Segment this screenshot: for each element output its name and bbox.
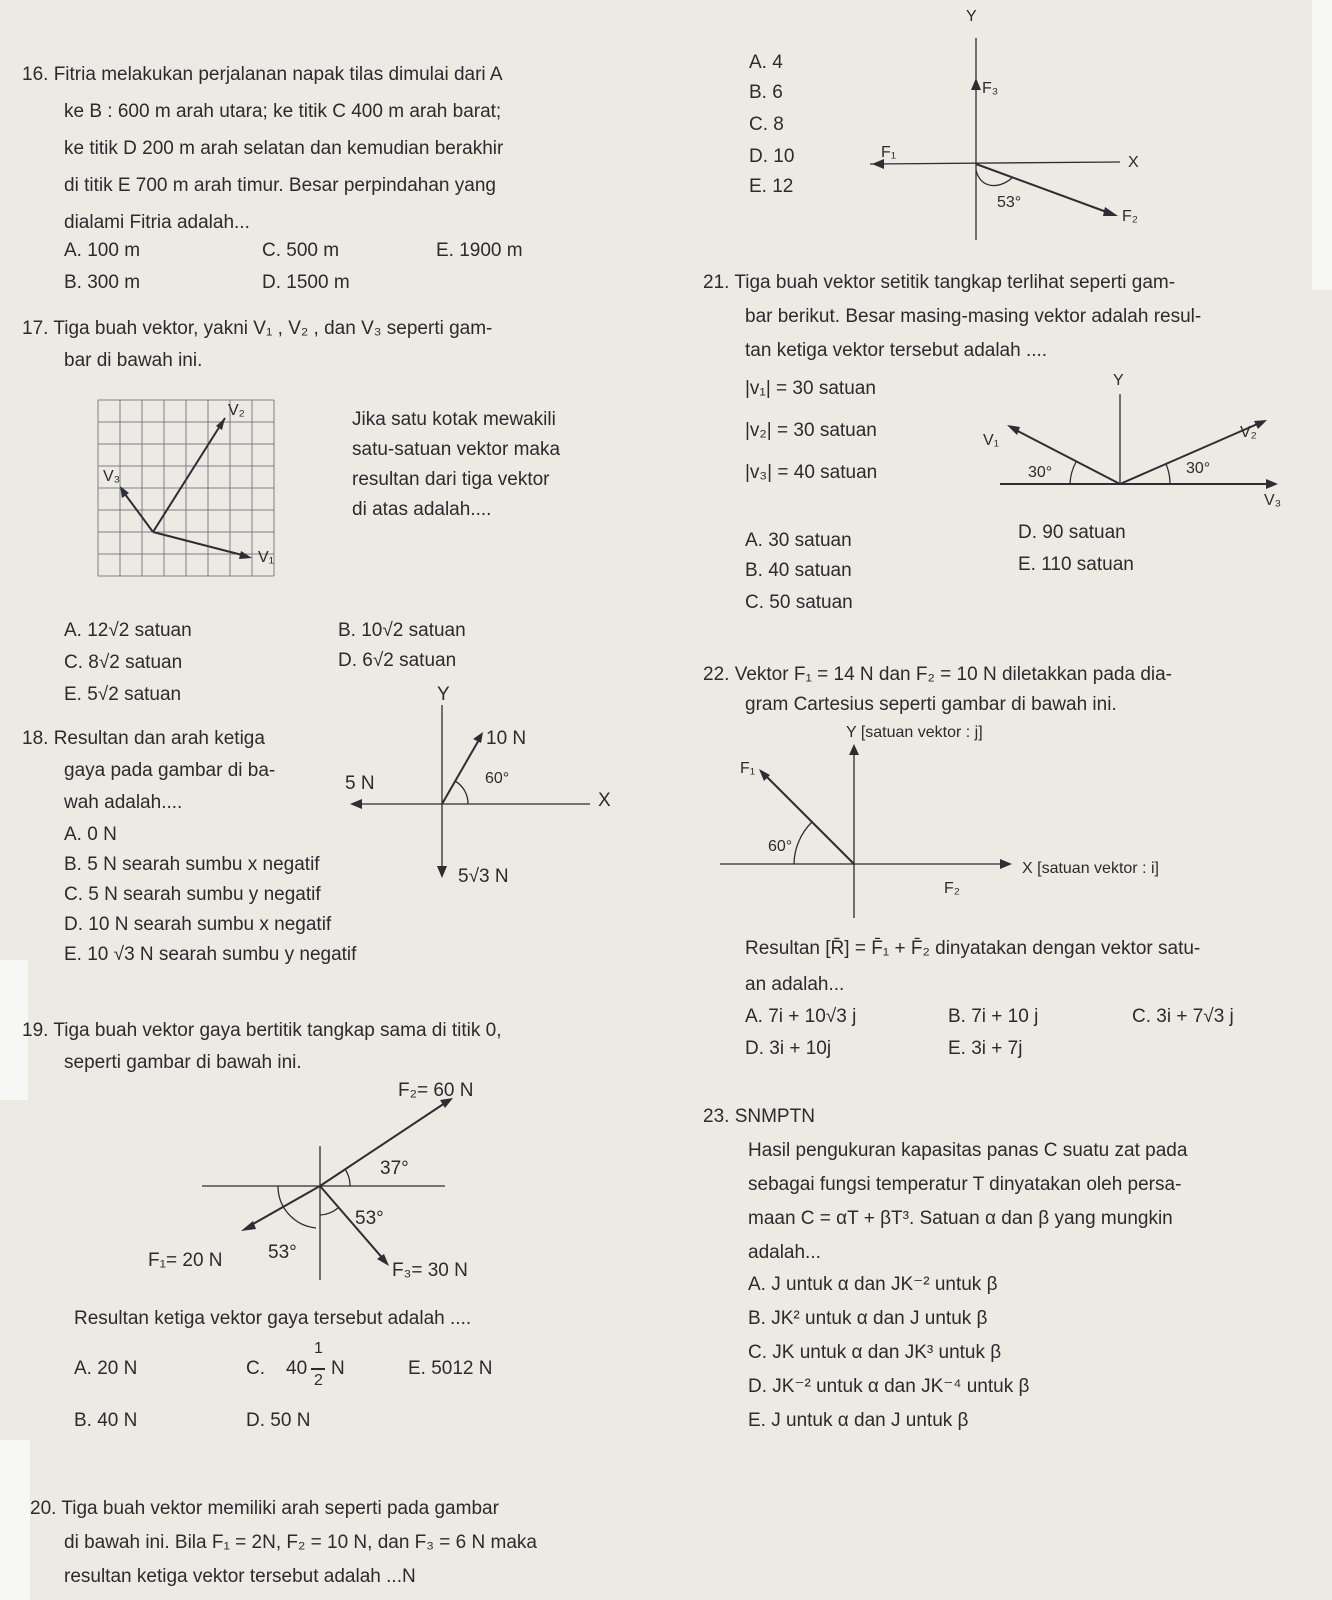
arrowhead-icon (239, 551, 252, 559)
q18-vector-10n (442, 738, 480, 804)
q21-magnitude-v1: |v₁| = 30 satuan (745, 378, 876, 399)
q20-angle-arc (976, 170, 1012, 186)
arrowhead-icon (1007, 425, 1020, 435)
q19-option-c-denominator: 2 (314, 1372, 323, 1389)
q23-line: maan C = αT + βT³. Satuan α dan β yang mungkin (748, 1208, 1173, 1229)
q16-line: 16. Fitria melakukan perjalanan napak tilas dimulai dari A (22, 64, 503, 85)
q21-label-30a: 30° (1028, 464, 1053, 481)
q21-option-e[interactable]: E. 110 satuan (1018, 554, 1134, 575)
q21-label-30b: 30° (1186, 460, 1211, 477)
q17-option-c[interactable]: C. 8√2 satuan (64, 652, 183, 673)
q22-option-c[interactable]: C. 3i + 7√3 j (1132, 1006, 1234, 1027)
q16-option-c[interactable]: C. 500 m (262, 240, 340, 261)
arrowhead-icon (971, 78, 981, 90)
q17-side-text: di atas adalah.... (352, 499, 492, 520)
q20-label-53: 53° (997, 194, 1022, 211)
q20-line: di bawah ini. Bila F₁ = 2N, F₂ = 10 N, dan F₃ = 6 N maka (64, 1532, 537, 1553)
q19-label-f2: F₂= 60 N (398, 1080, 474, 1101)
q20-option-d[interactable]: D. 10 (749, 146, 795, 167)
q19-question: Resultan ketiga vektor gaya tersebut adalah .... (74, 1308, 472, 1329)
q19-option-c-numerator: 1 (314, 1340, 323, 1357)
q19-line: seperti gambar di bawah ini. (64, 1052, 302, 1073)
q17-side-text: satu-satuan vektor maka (352, 439, 561, 460)
q17-vector-v3 (122, 490, 153, 532)
q22-angle-arc (794, 822, 812, 864)
q21-magnitude-v3: |v₃| = 40 satuan (745, 462, 878, 483)
q19-line: 19. Tiga buah vektor gaya bertitik tangkap sama di titik 0, (22, 1020, 502, 1041)
q17-label-v2: V₂ (228, 402, 245, 419)
q19-option-b[interactable]: B. 40 N (74, 1410, 138, 1431)
q17-side-text: Jika satu kotak mewakili (352, 409, 556, 430)
q19-angle-arc (320, 1208, 338, 1215)
q23-line: Hasil pengukuran kapasitas panas C suatu zat pada (748, 1140, 1188, 1161)
q21-label-y: Y (1113, 372, 1124, 389)
q21-line: tan ketiga vektor tersebut adalah .... (745, 340, 1048, 361)
q22-label-60: 60° (768, 838, 793, 855)
q23-option-e[interactable]: E. J untuk α dan J untuk β (748, 1410, 969, 1431)
q21-line: 21. Tiga buah vektor setitik tangkap terlihat seperti gam- (703, 272, 1176, 293)
q20-label-x: X (1128, 154, 1139, 171)
arrowhead-icon (849, 744, 859, 755)
q23-option-b[interactable]: B. JK² untuk α dan J untuk β (748, 1308, 988, 1329)
q21-magnitude-v2: |v₂| = 30 satuan (745, 420, 877, 441)
q18-angle-arc (455, 781, 468, 804)
q23-line: adalah... (748, 1242, 821, 1263)
q20-label-f2: F₂ (1122, 208, 1138, 225)
q22-label-y: Y [satuan vektor : j] (846, 724, 983, 741)
arrowhead-icon (1000, 859, 1012, 869)
q22-option-e[interactable]: E. 3i + 7j (948, 1038, 1023, 1059)
q20-option-c[interactable]: C. 8 (749, 114, 784, 135)
q19-label-f1: F₁= 20 N (148, 1250, 223, 1271)
q18-line: 18. Resultan dan arah ketiga (22, 728, 265, 749)
q20-option-a[interactable]: A. 4 (749, 52, 783, 73)
q18-line: wah adalah.... (64, 792, 183, 813)
arrowhead-icon (437, 866, 447, 878)
q18-option-a[interactable]: A. 0 N (64, 824, 117, 845)
q18-option-d[interactable]: D. 10 N searah sumbu x negatif (64, 914, 332, 935)
q17-side-text: resultan dari tiga vektor (352, 469, 550, 490)
q17-grid-figure (98, 400, 278, 582)
q20-force-figure (850, 20, 1150, 260)
q21-angle-arc (1070, 462, 1076, 484)
q16-option-a[interactable]: A. 100 m (64, 240, 141, 261)
arrowhead-icon (1103, 207, 1118, 216)
q17-vector-v1 (153, 532, 246, 556)
q16-option-d[interactable]: D. 1500 m (262, 272, 350, 293)
q20-x-axis (870, 162, 1120, 164)
fraction-bar (311, 1368, 325, 1370)
q22-line: gram Cartesius seperti gambar di bawah ini. (745, 694, 1117, 715)
q21-option-b[interactable]: B. 40 satuan (745, 560, 852, 581)
q18-label-5r3n: 5√3 N (458, 866, 509, 887)
arrowhead-icon (350, 799, 362, 809)
q19-label-53a: 53° (355, 1208, 384, 1229)
q22-question-line: an adalah... (745, 974, 845, 995)
q16-line: di titik E 700 m arah timur. Besar perpindahan yang (64, 175, 496, 196)
q20-label-f1: F₁ (881, 144, 897, 161)
q18-label-10n: 10 N (486, 728, 527, 749)
q20-option-b[interactable]: B. 6 (749, 82, 783, 103)
q23-option-c[interactable]: C. JK untuk α dan JK³ untuk β (748, 1342, 1002, 1363)
q21-label-v2: V₂ (1240, 424, 1257, 441)
q18-label-60: 60° (485, 770, 510, 787)
q16-line: dialami Fitria adalah... (64, 212, 250, 233)
q21-label-v3: V₃ (1264, 492, 1282, 509)
q21-option-a[interactable]: A. 30 satuan (745, 530, 852, 551)
q21-option-d[interactable]: D. 90 satuan (1018, 522, 1126, 543)
q22-line: 22. Vektor F₁ = 14 N dan F₂ = 10 N diletakkan pada dia- (703, 664, 1173, 685)
q20-line: resultan ketiga vektor tersebut adalah ...N (64, 1566, 416, 1587)
q20-label-y: Y (966, 8, 977, 25)
arrowhead-icon (473, 732, 483, 743)
q17-option-e[interactable]: E. 5√2 satuan (64, 684, 182, 705)
q21-angle-arc (1166, 464, 1170, 484)
q19-angle-arc (345, 1169, 350, 1186)
q20-line: 20. Tiga buah vektor memiliki arah seperti pada gambar (30, 1498, 499, 1519)
q19-option-c-unit: N (331, 1358, 345, 1379)
q18-label-5n: 5 N (345, 773, 375, 794)
q23-option-a[interactable]: A. J untuk α dan JK⁻² untuk β (748, 1274, 998, 1295)
q17-grid (98, 400, 274, 576)
q23-option-d[interactable]: D. JK⁻² untuk α dan JK⁻⁴ untuk β (748, 1376, 1030, 1397)
q17-option-a[interactable]: A. 12√2 satuan (64, 620, 192, 641)
q22-option-b[interactable]: B. 7i + 10 j (948, 1006, 1039, 1027)
q17-label-v1: V₁ (258, 549, 275, 566)
arrowhead-icon (377, 1254, 389, 1266)
paper-glare (1312, 0, 1332, 290)
q19-label-f3: F₃= 30 N (392, 1260, 468, 1281)
q22-label-f2: F₂ (944, 880, 960, 897)
q19-option-c-whole: 40 (286, 1358, 308, 1379)
q18-force-figure (330, 680, 630, 880)
q22-vector-figure (720, 740, 1040, 920)
q17-option-d[interactable]: D. 6√2 satuan (338, 650, 457, 671)
q18-line: gaya pada gambar di ba- (64, 760, 276, 781)
q20-option-e[interactable]: E. 12 (749, 176, 794, 197)
q22-option-a[interactable]: A. 7i + 10√3 j (745, 1006, 857, 1027)
q16-line: ke titik D 200 m arah selatan dan kemudian berakhir (64, 138, 504, 159)
q18-label-x: X (598, 790, 611, 811)
q21-option-c[interactable]: C. 50 satuan (745, 592, 853, 613)
q22-label-x: X [satuan vektor : i] (1022, 860, 1159, 877)
arrowhead-icon (1266, 479, 1278, 489)
q22-question-line: Resultan [R̄] = F̄₁ + F̄₂ dinyatakan dengan vektor satu- (745, 938, 1201, 959)
q19-label-37: 37° (380, 1158, 409, 1179)
q17-line: 17. Tiga buah vektor, yakni V₁ , V₂ , dan V₃ seperti gam- (22, 318, 493, 339)
arrowhead-icon (216, 418, 225, 430)
q20-label-f3: F₃ (982, 80, 999, 97)
q19-option-a[interactable]: A. 20 N (74, 1358, 138, 1379)
q19-option-e[interactable]: E. 5012 N (408, 1358, 493, 1379)
q23-title: 23. SNMPTN (703, 1106, 815, 1127)
q18-option-e[interactable]: E. 10 √3 N searah sumbu y negatif (64, 944, 357, 965)
q18-option-c[interactable]: C. 5 N searah sumbu y negatif (64, 884, 321, 905)
q22-option-d[interactable]: D. 3i + 10j (745, 1038, 832, 1059)
q19-option-c-letter[interactable]: C. (246, 1358, 265, 1379)
q16-option-b[interactable]: B. 300 m (64, 272, 141, 293)
q16-option-e[interactable]: E. 1900 m (436, 240, 523, 261)
q19-label-53b: 53° (268, 1242, 297, 1263)
paper-glare (0, 1440, 30, 1600)
q19-option-d[interactable]: D. 50 N (246, 1410, 311, 1431)
q16-line: ke B : 600 m arah utara; ke titik C 400 m arah barat; (64, 101, 502, 122)
q17-label-v3: V₃ (103, 468, 121, 485)
q21-line: bar berikut. Besar masing-masing vektor adalah resul- (745, 306, 1202, 327)
q18-label-y: Y (437, 684, 450, 705)
q21-label-v1: V₁ (983, 432, 1000, 449)
q18-option-b[interactable]: B. 5 N searah sumbu x negatif (64, 854, 320, 875)
q22-label-f1: F₁ (740, 760, 756, 777)
q21-vector-figure (990, 380, 1290, 510)
q17-option-b[interactable]: B. 10√2 satuan (338, 620, 466, 641)
q23-line: sebagai fungsi temperatur T dinyatakan oleh persa- (748, 1174, 1182, 1195)
q17-line: bar di bawah ini. (64, 350, 203, 371)
